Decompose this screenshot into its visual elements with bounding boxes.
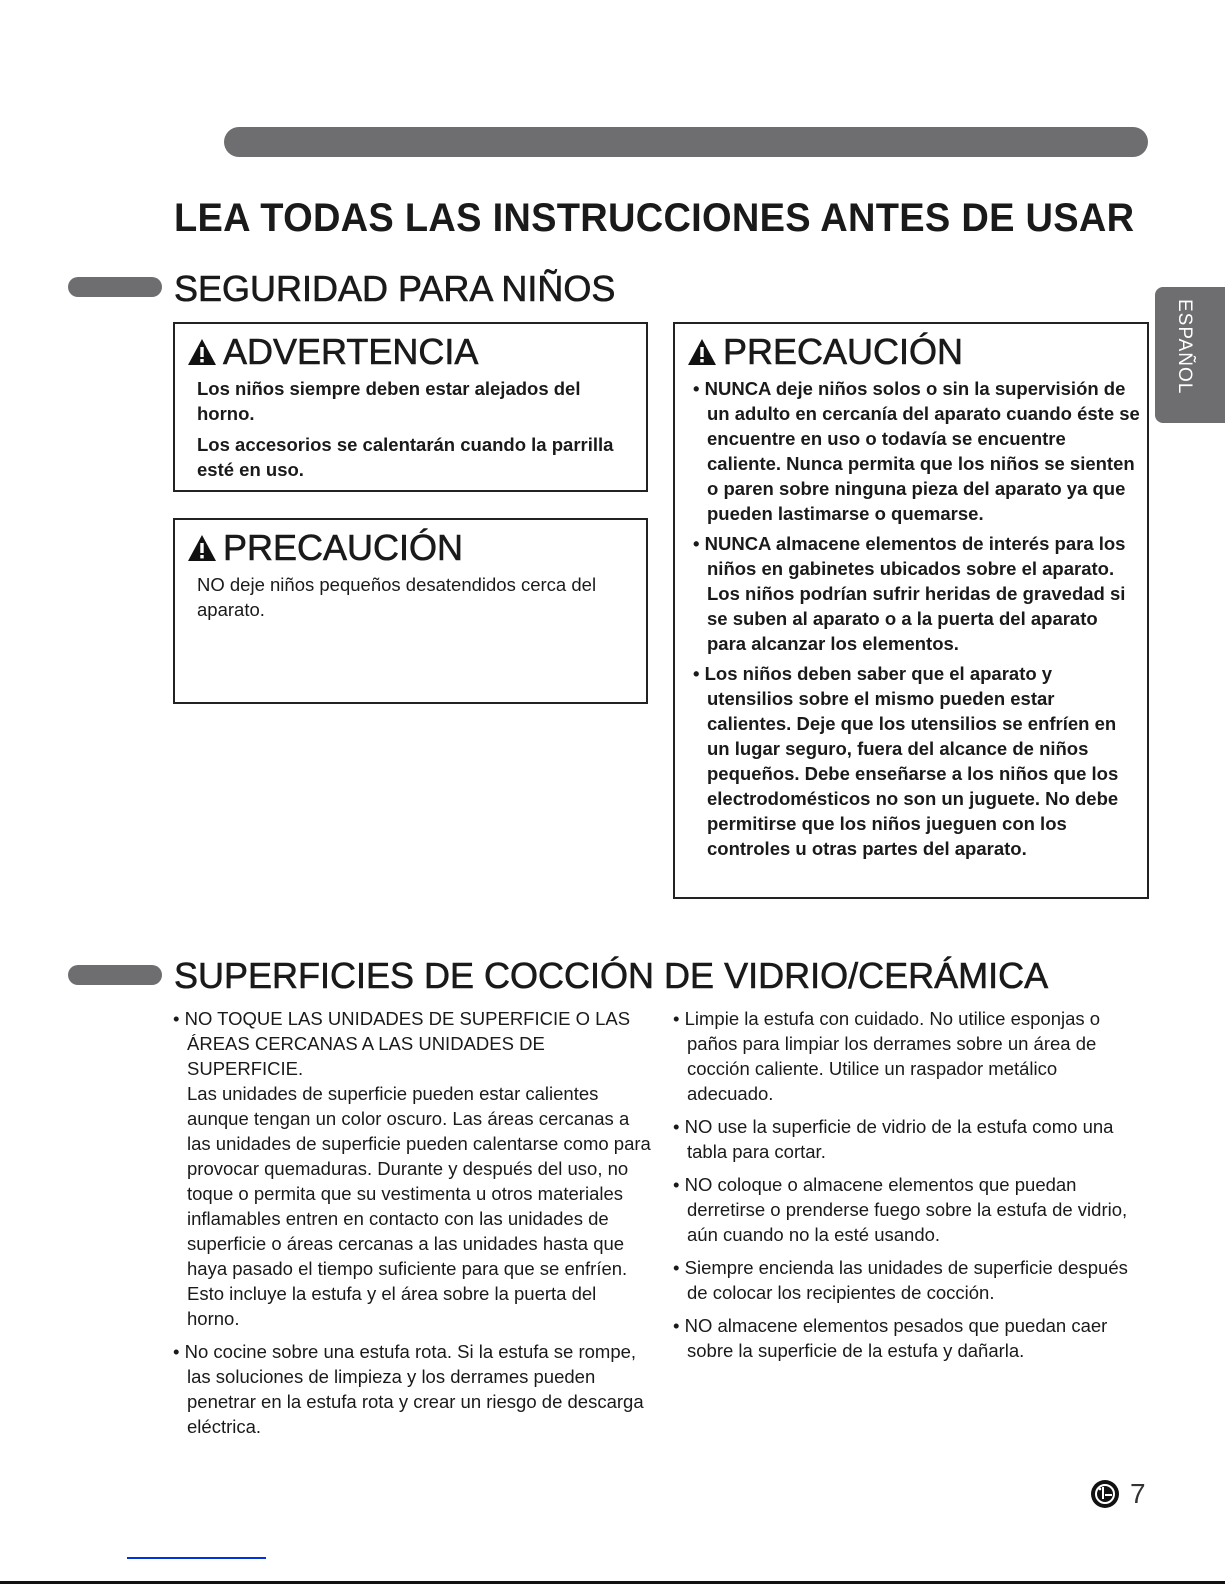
warning-text: Los accesorios se calentarán cuando la parrilla esté en uso. <box>197 434 614 480</box>
list-item-lead: • NO TOQUE LAS UNIDADES DE SUPERFICIE O LAS ÁREAS CERCANAS A LAS UNIDADES DE SUPERFICIE. <box>173 1008 631 1079</box>
caution-box-right <box>673 322 1149 899</box>
caution-item: • Los niños deben saber que el aparato y utensilios sobre el mismo pueden estar calientes. Deje que los utensilios se enfríen en un lugar seguro, fuera del alcance de niños pequeños. Debe enseñarse a los niños que los electrodomésticos no son un juguete. No debe permitirse que los niños jueguen con los controles u otras partes del aparato. <box>693 663 1119 859</box>
bottom-rule <box>0 1581 1225 1584</box>
page-title: LEA TODAS LAS INSTRUCCIONES ANTES DE USAR <box>174 196 1135 240</box>
section-heading-glass-cooktop: SUPERFICIES DE COCCIÓN DE VIDRIO/CERÁMICA <box>174 955 1049 996</box>
caution-text: NO deje niños pequeños desatendidos cerca del aparato. <box>197 574 597 620</box>
warning-box <box>173 322 648 492</box>
warning-icon <box>187 534 217 562</box>
section-heading-child-safety: SEGURIDAD PARA NIÑOS <box>174 268 616 309</box>
glass-cooktop-right-column <box>673 1006 1143 1371</box>
list-item: • No cocine sobre una estufa rota. Si la estufa se rompe, las soluciones de limpieza y los derrames pueden penetrar en la estufa rota y crear un riesgo de descarga eléctrica. <box>173 1341 644 1437</box>
warning-icon <box>687 338 717 366</box>
warning-icon <box>187 338 217 366</box>
caution-item: • NUNCA deje niños solos o sin la supervisión de un adulto en cercanía del aparato cuando éste se encuentre en uso o todavía se encuentre caliente. Nunca permita que los niños se sienten o paren sobre ninguna pieza del aparato ya que pueden lastimarse o quemarse. <box>693 378 1140 524</box>
language-tab <box>1155 287 1225 423</box>
list-item: • Limpie la estufa con cuidado. No utilice esponjas o paños para limpiar los derrames sobre un área de cocción caliente. Utilice un raspador metálico adecuado. <box>673 1008 1101 1104</box>
glass-cooktop-left-column <box>173 1006 653 1447</box>
caution-heading: PRECAUCIÓN <box>223 527 464 568</box>
list-item: • NO coloque o almacene elementos que puedan derretirse o prenderse fuego sobre la estufa de vidrio, aún cuando no la esté usando. <box>673 1174 1128 1245</box>
section-marker <box>68 277 162 297</box>
caution-heading: PRECAUCIÓN <box>723 331 964 372</box>
section-marker <box>68 965 162 985</box>
page-number: 7 <box>1130 1478 1146 1509</box>
list-item-body: Las unidades de superficie pueden estar calientes aunque tengan un color oscuro. Las áreas cercanas a las unidades de superficie pueden calentarse como para provocar quemaduras. Durante y después del uso, no toque o permita que su vestimenta u otros materiales inflamables entren en contacto con las unidades de superficie o áreas cercanas a las unidades hasta que haya pasado el tiempo suficiente para que se enfríen. Esto incluye la estufa y el área sobre la puerta del horno. <box>187 1083 651 1329</box>
list-item: • Siempre encienda las unidades de superficie después de colocar los recipientes de cocción. <box>673 1257 1128 1303</box>
list-item: • NO use la superficie de vidrio de la estufa como una tabla para cortar. <box>673 1116 1114 1162</box>
list-item <box>173 1006 653 1331</box>
warning-heading: ADVERTENCIA <box>223 331 479 372</box>
language-tab-label: ESPAÑOL <box>1174 299 1195 395</box>
list-item: • NO almacene elementos pesados que puedan caer sobre la superficie de la estufa y dañarla. <box>673 1315 1108 1361</box>
header-bar <box>224 127 1148 157</box>
warning-text: Los niños siempre deben estar alejados del horno. <box>197 378 581 424</box>
caution-item: • NUNCA almacene elementos de interés para los niños en gabinetes ubicados sobre el aparato. Los niños podrían sufrir heridas de gravedad si se suben al aparato o a la puerta del aparato para alcanzar los elementos. <box>693 533 1126 654</box>
link-underline[interactable] <box>127 1557 266 1559</box>
page-footer <box>1090 1478 1146 1510</box>
caution-box-left <box>173 518 648 704</box>
lg-logo-icon <box>1090 1479 1120 1509</box>
